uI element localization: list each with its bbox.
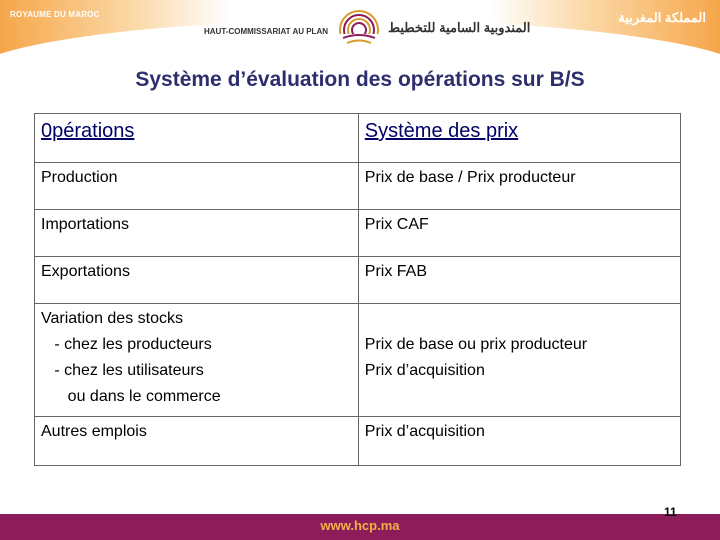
operation-line: - chez les producteurs (41, 336, 212, 353)
header-cell-price-system (358, 114, 680, 163)
slide-title: Système d’évaluation des opérations sur B/S (135, 68, 585, 91)
institution-name-fr: HAUT-COMMISSARIAT AU PLAN (204, 27, 328, 36)
header-price-system-label: Système des prix (364, 120, 519, 142)
operation-cell: Importations (35, 210, 359, 257)
price-cell (358, 304, 680, 417)
page-number: 11 (664, 505, 677, 519)
operation-cell: Exportations (35, 257, 359, 304)
price-cell: Prix CAF (358, 210, 680, 257)
price-cell: Prix de base / Prix producteur (358, 163, 680, 210)
price-cell: Prix d’acquisition (358, 417, 680, 466)
country-name-fr: ROYAUME DU MAROC (10, 10, 100, 19)
country-name-ar: المملكة المغربية (618, 10, 706, 25)
pricing-table (34, 113, 681, 466)
table-row (35, 417, 681, 466)
hcp-logo-icon (337, 8, 381, 52)
line-spacer (365, 306, 674, 332)
price-line: Prix de base ou prix producteur (364, 336, 588, 353)
table-row (35, 257, 681, 304)
header-operations-label: 0pérations (41, 120, 135, 142)
table-row (35, 304, 681, 417)
header-cell-operations (35, 114, 359, 163)
operation-line: ou dans le commerce (41, 388, 221, 405)
website-link[interactable]: www.hcp.ma (320, 518, 400, 533)
institution-name-ar: المندوبية السامية للتخطيط (388, 20, 531, 35)
price-line: Prix d’acquisition (364, 362, 485, 379)
table-header-row (35, 114, 681, 163)
price-cell: Prix FAB (358, 257, 680, 304)
operation-cell: Autres emplois (35, 417, 359, 466)
table-row (35, 210, 681, 257)
table-row (35, 163, 681, 210)
operation-cell: Production (35, 163, 359, 210)
operation-line: - chez les utilisateurs (41, 362, 204, 379)
operation-cell (35, 304, 359, 417)
operation-line: Variation des stocks (41, 310, 183, 327)
